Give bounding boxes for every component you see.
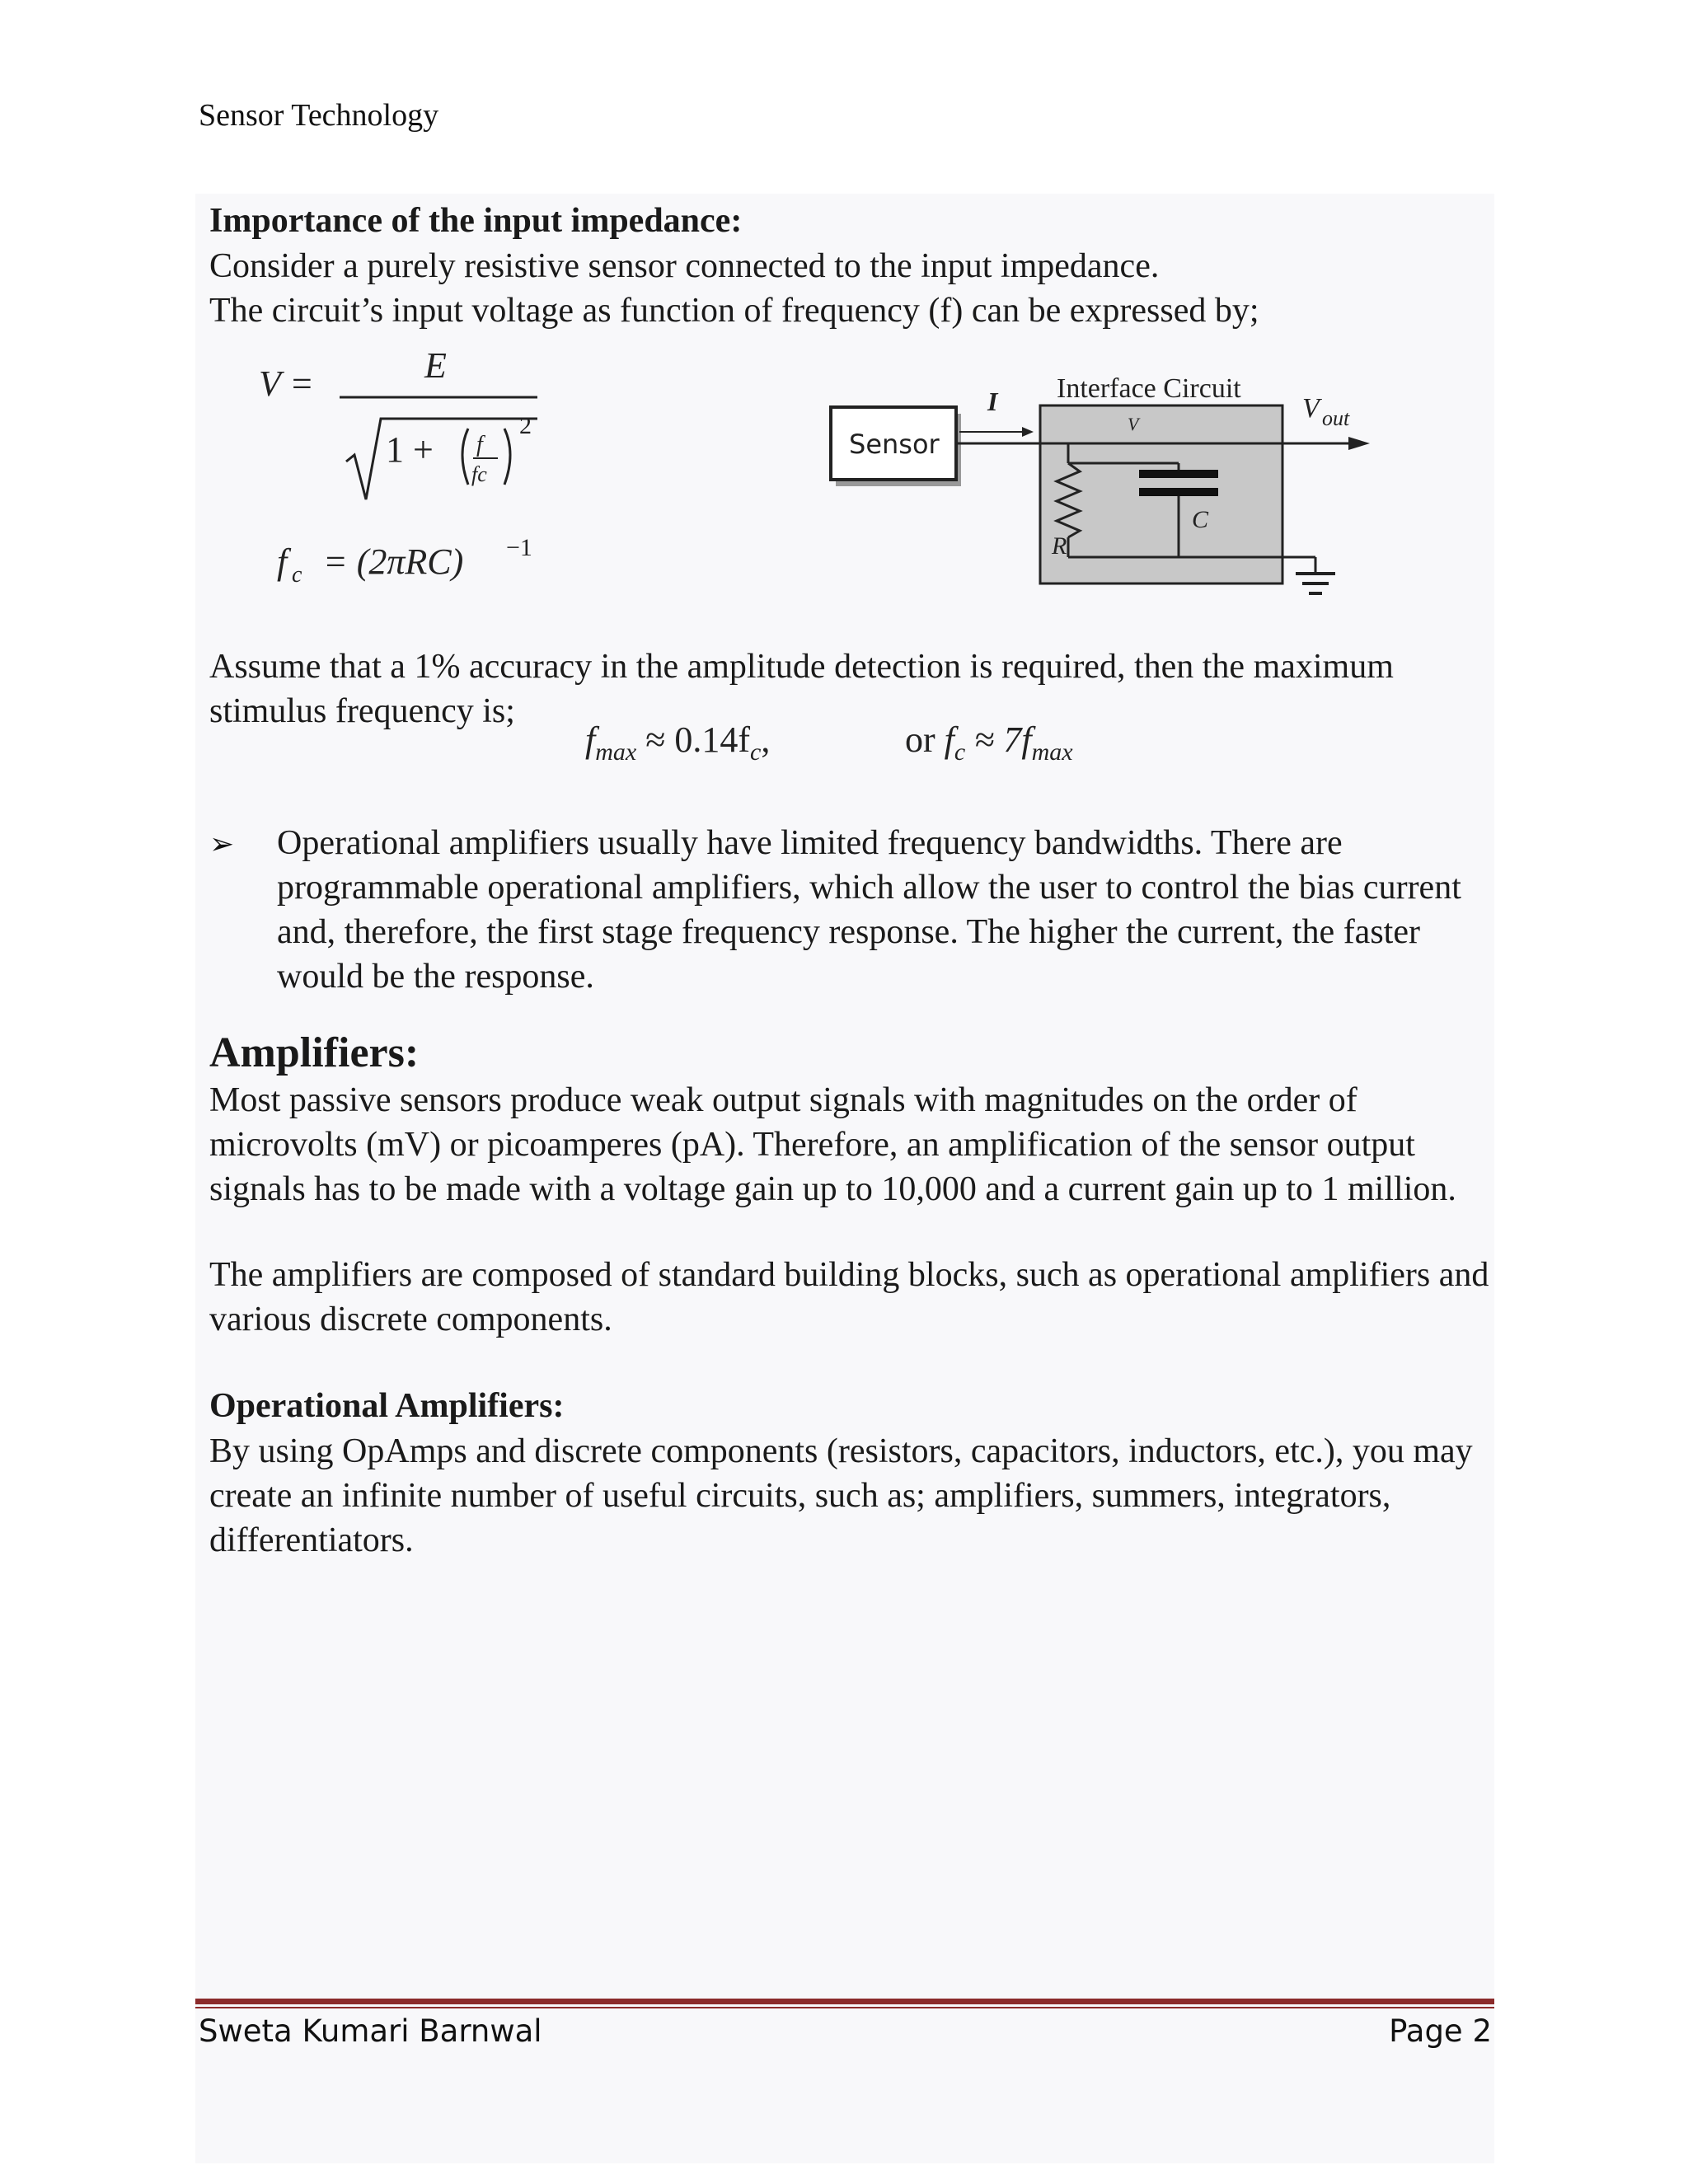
eq1-sub2: c [750,738,762,766]
footer-rule-thin [195,2007,1494,2008]
cap-plate-top [1139,470,1218,478]
vout-label: V [1302,393,1320,424]
amplifiers-paragraph-1: Most passive sensors produce weak output signals with magnitudes on the order of microvolts (mV) or picoamperes (pA). Therefore, an amplification of the sensor output signals has to be made with a voltage gain up to 10,000 and a current gain up to 1 million. [209,1081,1456,1208]
capacitor-label: C [1192,506,1209,533]
section-heading-amplifiers: Amplifiers: [209,1029,420,1076]
paragraph-line: The circuit’s input voltage as function of frequency (f) can be expressed by; [209,292,1259,330]
sqrt-sign [346,419,537,499]
fc-sub: c [292,562,302,588]
voltage-formula [247,338,560,511]
eq2-or: or [905,719,945,760]
resistor-label: R [1052,532,1067,560]
eq1-f: f [585,719,596,760]
current-arrow-head [1022,427,1034,437]
section-heading-operational-amplifiers: Operational Amplifiers: [209,1387,565,1425]
fc-exponent: −1 [506,534,532,561]
current-label: I [987,387,998,416]
formula-f: f [476,432,483,457]
vout-sub: out [1322,406,1350,430]
eq1-rest: ≈ 0.14f [636,719,751,760]
eq2-sub: c [954,738,966,766]
formula-fc: fc [471,462,487,486]
interface-circuit-diagram [824,363,1385,618]
output-arrow-head [1348,437,1370,450]
cap-plate-bottom [1139,488,1218,496]
running-header: Sensor Technology [199,98,439,133]
right-paren [504,429,510,485]
cutoff-frequency-formula [264,527,560,593]
footer-rule-thick [195,1999,1494,2004]
voltage-label: V [1128,414,1139,434]
footer-author: Sweta Kumari Barnwal [199,2013,542,2049]
paragraph-line: Assume that a 1% accuracy in the amplitude detection is required, then the maximum [209,648,1394,686]
circuit-title: Interface Circuit [1057,373,1241,404]
eq2-f: f [944,719,954,760]
fmax-equation [585,719,770,766]
eq1-sub: max [595,738,637,766]
fc-equation [905,719,1073,766]
formula-exponent: 2 [519,412,532,439]
bullet-text: Operational amplifiers usually have limited frequency bandwidths. There are programmable operational amplifiers, which allow the user to control the bias current and, therefore, the first stage frequency response. The higher the current, the faster would be the response. [277,824,1461,996]
fc-lhs: f [277,541,288,582]
sensor-label: Sensor [849,429,940,460]
eq2-rest: ≈ 7f [965,719,1032,760]
bullet-arrow-icon: ➢ [209,827,235,861]
formula-numerator: E [424,345,447,386]
left-paren [462,429,468,485]
footer-page-number: Page 2 [1389,2013,1492,2049]
eq1-tail: , [761,719,771,760]
fc-rhs: = (2πRC) [323,541,464,582]
formula-one-plus: 1 + [386,429,434,470]
section-heading-input-impedance: Importance of the input impedance: [209,202,743,240]
amplifiers-paragraph-2: The amplifiers are composed of standard building blocks, such as operational amplifiers and various discrete components. [209,1256,1489,1338]
opamps-paragraph: By using OpAmps and discrete components (resistors, capacitors, inductors, etc.), you may create an infinite number of useful circuits, such as; amplifiers, summers, integrators, differentiators. [209,1432,1473,1559]
paragraph-line: Consider a purely resistive sensor connected to the input impedance. [209,247,1160,285]
paragraph-line: stimulus frequency is; [209,692,515,730]
formula-v-lhs: V = [259,363,314,404]
eq2-sub2: max [1031,738,1073,766]
